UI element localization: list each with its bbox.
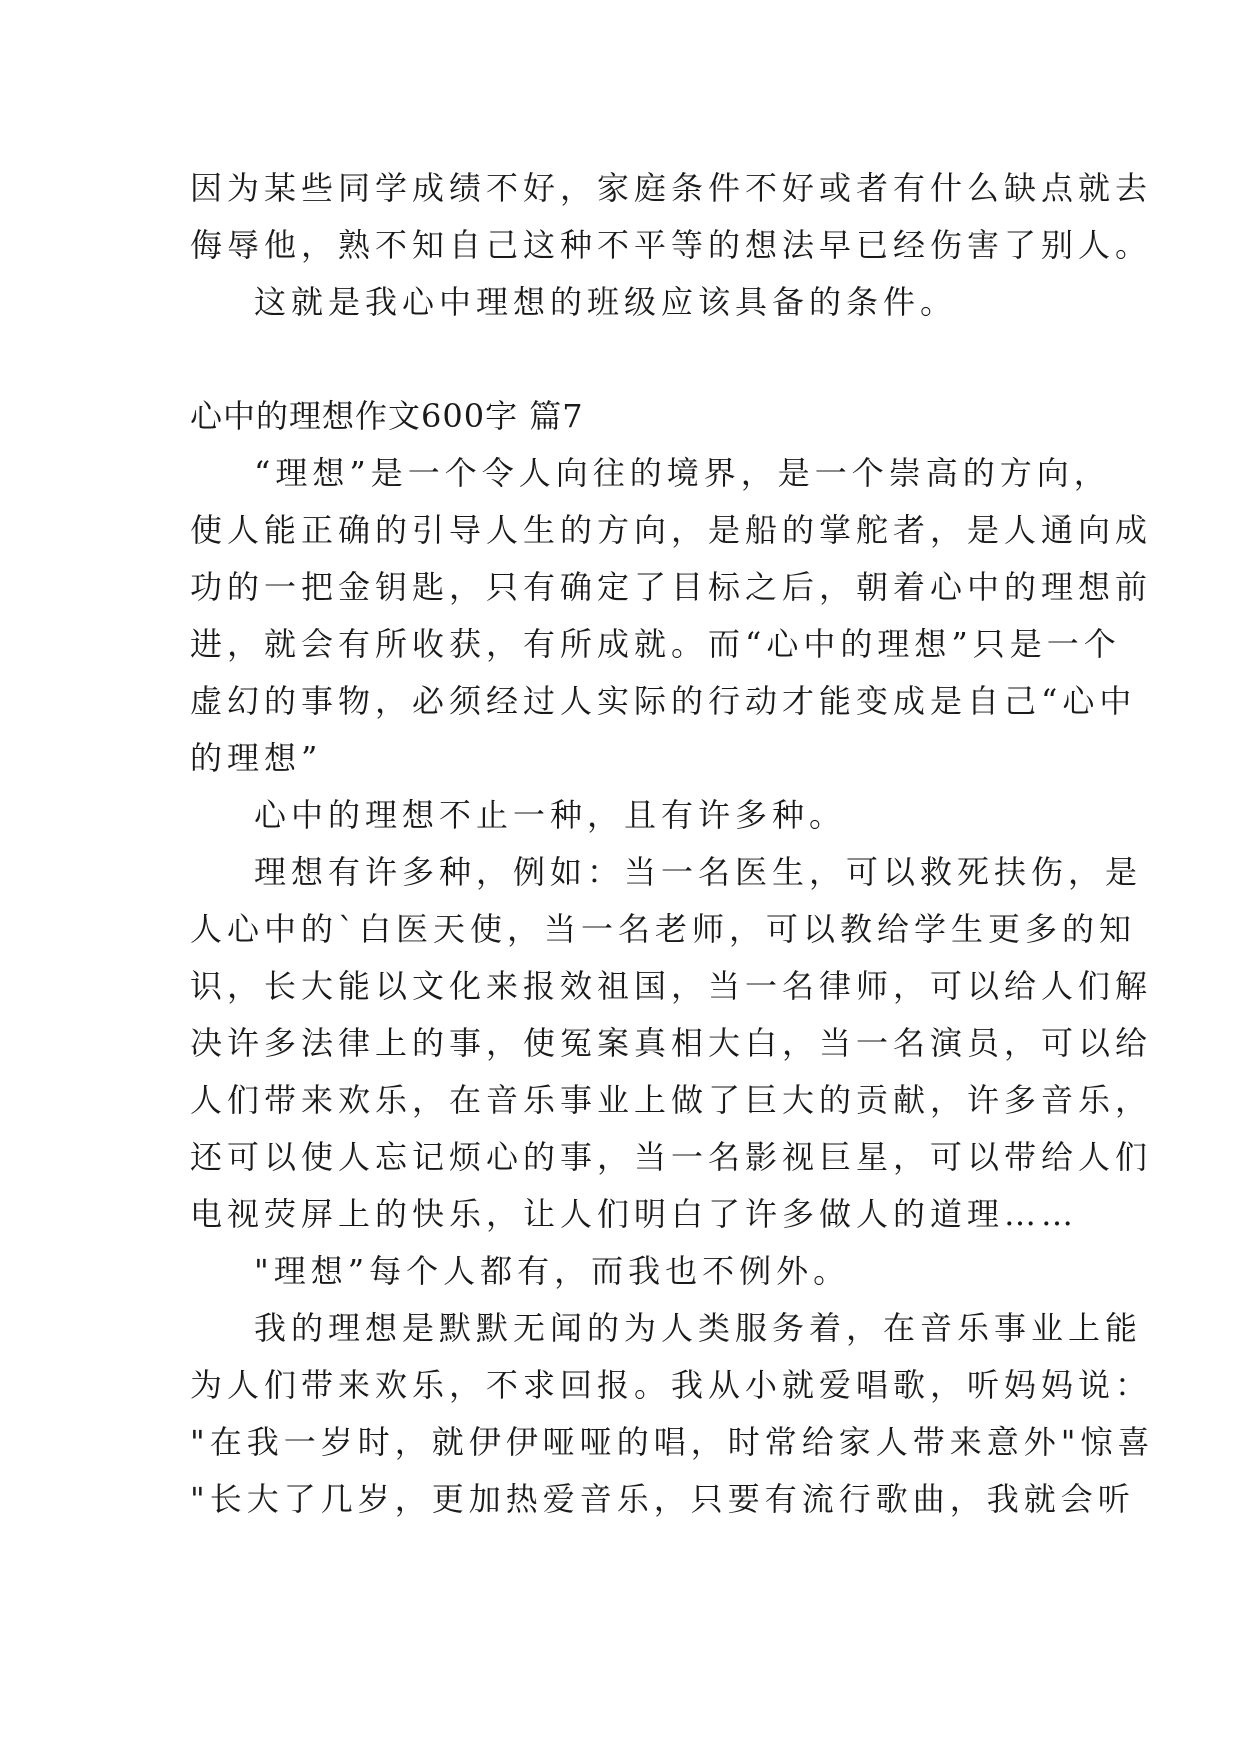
paragraph-line: “理想”是一个令人向往的境界，是一个崇高的方向， [254, 454, 1111, 492]
paragraph-line: 心中的理想不止一种，且有许多种。 [254, 796, 847, 834]
paragraph-line: 进，就会有所收获，有所成就。而“心中的理想”只是一个 [190, 625, 1121, 663]
paragraph-line: 我的理想是默默无闻的为人类服务着，在音乐事业上能 [254, 1309, 1143, 1347]
paragraph-line: "长大了几岁，更加热爱音乐，只要有流行歌曲，我就会听 [190, 1480, 1135, 1518]
paragraph-line: 功的一把金钥匙，只有确定了目标之后，朝着心中的理想前 [190, 568, 1153, 606]
section-heading: 心中的理想作文600字 篇7 [190, 397, 584, 435]
paragraph-line: 这就是我心中理想的班级应该具备的条件。 [254, 283, 958, 321]
paragraph-line: 为人们带来欢乐，不求回报。我从小就爱唱歌，听妈妈说： [190, 1366, 1153, 1404]
paragraph-line: 使人能正确的引导人生的方向，是船的掌舵者，是人通向成 [190, 511, 1153, 549]
paragraph-line: "在我一岁时，就伊伊哑哑的唱，时常给家人带来意外"惊喜 [190, 1423, 1155, 1461]
paragraph-line: 虚幻的事物，必须经过人实际的行动才能变成是自己“心中 [190, 682, 1137, 720]
paragraph-line: 人们带来欢乐，在音乐事业上做了巨大的贡献，许多音乐， [190, 1081, 1153, 1119]
paragraph-line: 人心中的`白医天使，当一名老师，可以教给学生更多的知 [190, 910, 1137, 948]
paragraph-line: "理想”每个人都有，而我也不例外。 [254, 1252, 851, 1290]
paragraph-line: 理想有许多种，例如：当一名医生，可以救死扶伤，是 [254, 853, 1143, 891]
paragraph-line: 决许多法律上的事，使冤案真相大白，当一名演员，可以给 [190, 1024, 1153, 1062]
paragraph-line: 的理想” [190, 739, 323, 777]
paragraph-line: 电视荧屏上的快乐，让人们明白了许多做人的道理…… [190, 1195, 1079, 1233]
paragraph-line: 还可以使人忘记烦心的事，当一名影视巨星，可以带给人们 [190, 1138, 1153, 1176]
paragraph-line: 因为某些同学成绩不好，家庭条件不好或者有什么缺点就去 [190, 169, 1153, 207]
paragraph-line: 侮辱他，熟不知自己这种不平等的想法早已经伤害了别人。 [190, 226, 1153, 264]
paragraph-line: 识，长大能以文化来报效祖国，当一名律师，可以给人们解 [190, 967, 1153, 1005]
